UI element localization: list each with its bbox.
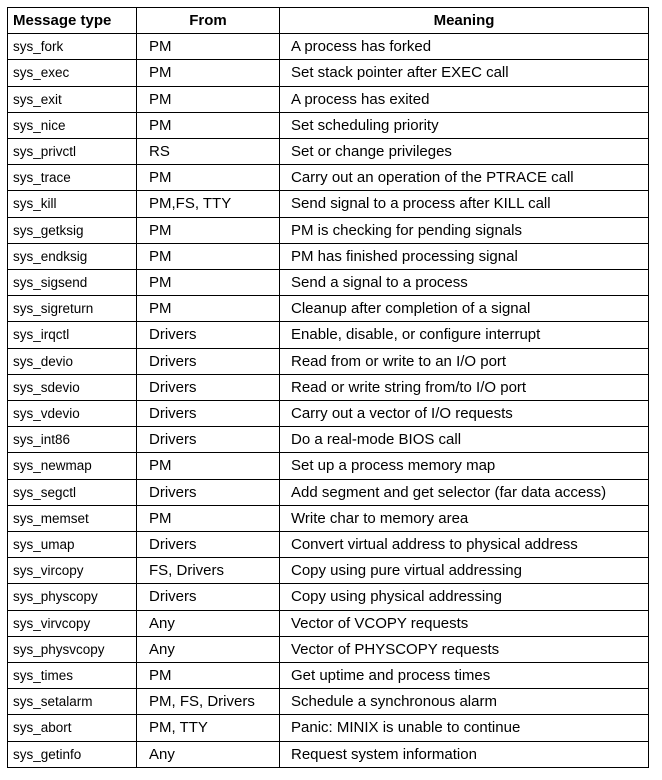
cell-from: FS, Drivers — [137, 558, 280, 584]
table-row — [8, 715, 649, 741]
cell-message-type: sys_sigreturn — [8, 296, 137, 322]
table-row — [8, 479, 649, 505]
header-row — [8, 8, 649, 34]
table-row — [8, 453, 649, 479]
cell-from: PM — [137, 112, 280, 138]
table-row — [8, 558, 649, 584]
cell-meaning: Request system information — [280, 741, 649, 767]
cell-from: PM — [137, 165, 280, 191]
cell-from: PM — [137, 296, 280, 322]
cell-from: Drivers — [137, 479, 280, 505]
cell-message-type: sys_trace — [8, 165, 137, 191]
table-header — [8, 8, 649, 34]
cell-meaning: Read from or write to an I/O port — [280, 348, 649, 374]
cell-meaning: Copy using pure virtual addressing — [280, 558, 649, 584]
table-row — [8, 191, 649, 217]
table-row — [8, 532, 649, 558]
cell-message-type: sys_getinfo — [8, 741, 137, 767]
table-row — [8, 741, 649, 767]
table-body — [8, 34, 649, 768]
table-row — [8, 86, 649, 112]
table-row — [8, 60, 649, 86]
cell-message-type: sys_umap — [8, 532, 137, 558]
cell-message-type: sys_fork — [8, 34, 137, 60]
cell-meaning: Set scheduling priority — [280, 112, 649, 138]
cell-message-type: sys_privctl — [8, 139, 137, 165]
table-row — [8, 322, 649, 348]
cell-meaning: Copy using physical addressing — [280, 584, 649, 610]
cell-message-type: sys_physvcopy — [8, 636, 137, 662]
cell-message-type: sys_vdevio — [8, 401, 137, 427]
table-row — [8, 663, 649, 689]
header-message-type: Message type — [8, 8, 137, 34]
cell-message-type: sys_memset — [8, 505, 137, 531]
cell-from: PM — [137, 217, 280, 243]
cell-message-type: sys_physcopy — [8, 584, 137, 610]
cell-from: PM, TTY — [137, 715, 280, 741]
cell-from: PM,FS, TTY — [137, 191, 280, 217]
cell-message-type: sys_segctl — [8, 479, 137, 505]
cell-from: Drivers — [137, 322, 280, 348]
cell-from: PM — [137, 34, 280, 60]
cell-meaning: PM has finished processing signal — [280, 243, 649, 269]
cell-meaning: Panic: MINIX is unable to continue — [280, 715, 649, 741]
cell-from: PM — [137, 86, 280, 112]
cell-message-type: sys_exec — [8, 60, 137, 86]
cell-meaning: Write char to memory area — [280, 505, 649, 531]
cell-message-type: sys_kill — [8, 191, 137, 217]
cell-meaning: Schedule a synchronous alarm — [280, 689, 649, 715]
table-row — [8, 584, 649, 610]
cell-from: Drivers — [137, 348, 280, 374]
cell-from: PM — [137, 270, 280, 296]
table-row — [8, 348, 649, 374]
table-row — [8, 505, 649, 531]
cell-meaning: Set stack pointer after EXEC call — [280, 60, 649, 86]
cell-meaning: A process has exited — [280, 86, 649, 112]
table-row — [8, 636, 649, 662]
cell-from: Drivers — [137, 401, 280, 427]
table-row — [8, 217, 649, 243]
table-row — [8, 139, 649, 165]
cell-message-type: sys_times — [8, 663, 137, 689]
cell-meaning: Cleanup after completion of a signal — [280, 296, 649, 322]
cell-meaning: Vector of PHYSCOPY requests — [280, 636, 649, 662]
cell-message-type: sys_virvcopy — [8, 610, 137, 636]
cell-meaning: Send signal to a process after KILL call — [280, 191, 649, 217]
cell-meaning: Vector of VCOPY requests — [280, 610, 649, 636]
cell-message-type: sys_irqctl — [8, 322, 137, 348]
cell-from: RS — [137, 139, 280, 165]
cell-meaning: Set or change privileges — [280, 139, 649, 165]
cell-message-type: sys_getksig — [8, 217, 137, 243]
cell-message-type: sys_setalarm — [8, 689, 137, 715]
cell-message-type: sys_exit — [8, 86, 137, 112]
cell-message-type: sys_nice — [8, 112, 137, 138]
table-row — [8, 34, 649, 60]
cell-meaning: Convert virtual address to physical address — [280, 532, 649, 558]
cell-from: PM — [137, 453, 280, 479]
cell-message-type: sys_int86 — [8, 427, 137, 453]
cell-from: PM — [137, 663, 280, 689]
cell-from: PM — [137, 60, 280, 86]
table-row — [8, 112, 649, 138]
header-meaning: Meaning — [280, 8, 649, 34]
cell-meaning: Do a real-mode BIOS call — [280, 427, 649, 453]
cell-meaning: Send a signal to a process — [280, 270, 649, 296]
cell-from: Drivers — [137, 532, 280, 558]
cell-from: Drivers — [137, 584, 280, 610]
cell-from: Any — [137, 610, 280, 636]
table-row — [8, 165, 649, 191]
cell-message-type: sys_endksig — [8, 243, 137, 269]
cell-meaning: Read or write string from/to I/O port — [280, 374, 649, 400]
table-row — [8, 374, 649, 400]
cell-message-type: sys_vircopy — [8, 558, 137, 584]
header-from: From — [137, 8, 280, 34]
cell-message-type: sys_abort — [8, 715, 137, 741]
cell-from: PM, FS, Drivers — [137, 689, 280, 715]
cell-meaning: Carry out a vector of I/O requests — [280, 401, 649, 427]
table-row — [8, 689, 649, 715]
cell-from: Drivers — [137, 374, 280, 400]
cell-meaning: Get uptime and process times — [280, 663, 649, 689]
cell-from: PM — [137, 505, 280, 531]
cell-message-type: sys_newmap — [8, 453, 137, 479]
cell-meaning: PM is checking for pending signals — [280, 217, 649, 243]
table-row — [8, 243, 649, 269]
table-row — [8, 610, 649, 636]
cell-from: Drivers — [137, 427, 280, 453]
table-row — [8, 401, 649, 427]
cell-from: PM — [137, 243, 280, 269]
cell-meaning: A process has forked — [280, 34, 649, 60]
cell-meaning: Enable, disable, or configure interrupt — [280, 322, 649, 348]
cell-meaning: Add segment and get selector (far data access) — [280, 479, 649, 505]
cell-from: Any — [137, 636, 280, 662]
table-row — [8, 427, 649, 453]
cell-message-type: sys_sigsend — [8, 270, 137, 296]
cell-meaning: Set up a process memory map — [280, 453, 649, 479]
cell-message-type: sys_devio — [8, 348, 137, 374]
table-row — [8, 296, 649, 322]
message-type-table — [7, 7, 649, 768]
cell-meaning: Carry out an operation of the PTRACE call — [280, 165, 649, 191]
cell-message-type: sys_sdevio — [8, 374, 137, 400]
table-row — [8, 270, 649, 296]
cell-from: Any — [137, 741, 280, 767]
